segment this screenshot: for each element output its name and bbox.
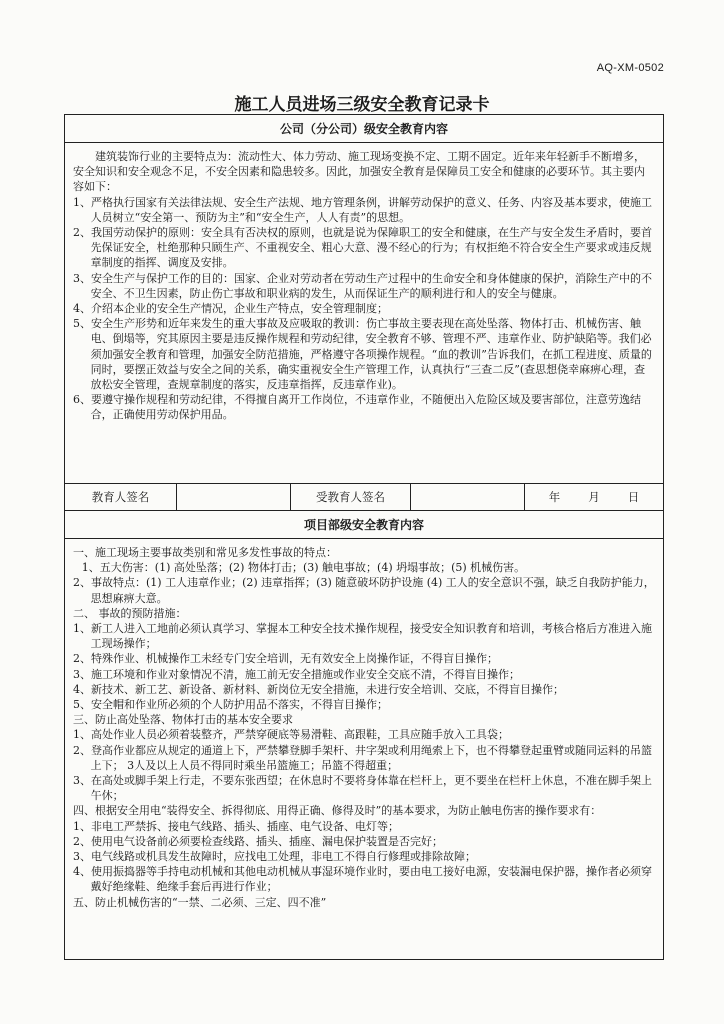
company-item: 6、要遵守操作规程和劳动纪律，不得擅自离开工作岗位，不违章作业，不随便出入危险区域及要害部位，注意劳逸结合，正确使用劳动保护用品。 bbox=[73, 393, 641, 422]
company-section-body bbox=[65, 143, 663, 483]
project-line: 五、防止机械伤害的“一禁、二必须、三定、四不准” bbox=[73, 895, 327, 909]
date-field[interactable] bbox=[525, 484, 663, 510]
document-code: AQ-XM-0502 bbox=[596, 62, 664, 74]
company-section-heading: 公司（分公司）级安全教育内容 bbox=[65, 115, 663, 143]
company-item: 1、严格执行国家有关法律法规、安全生产法规、地方管理条例，讲解劳动保护的意义、任务、内容及基本要求，使施工人员树立“安全第一、预防为主”和“安全生产，人人有责”的思想。 bbox=[73, 195, 652, 224]
educator-signature-field[interactable] bbox=[177, 484, 291, 510]
record-card-table bbox=[64, 114, 664, 960]
trainee-signature-field[interactable] bbox=[411, 484, 525, 510]
signature-row bbox=[65, 483, 663, 511]
project-line: 一、施工现场主要事故类别和常见多发性事故的特点： bbox=[73, 546, 337, 559]
company-item: 5、安全生产形势和近年来发生的重大事故及应吸取的教训：伤亡事故主要表现在高处坠落、物体打击、机械伤害、触电、倒塌等，究其原因主要是违反操作规程和劳动纪律，安全教育不够、管理不严、违章作业、防护缺陷等。我们必须加强安全教育和管理，加强安全防范措施，严格遵守各项操作规程。“血的教训”告诉我们，在抓工程进度、质量的同时，要摆正效益与安全之间的关系，确实重视安全生产管理工作，认真执行“三查二反”(查思想侥幸麻痹心理，查放松安全管理，查规章制度的落实，反违章指挥，反违章作业)。 bbox=[73, 317, 652, 392]
project-line: 3、电气线路或机具发生故障时，应找电工处理，非电工不得自行修理或排除故障； bbox=[73, 850, 476, 864]
project-section-body bbox=[65, 539, 663, 959]
company-item: 3、安全生产与保护工作的目的：国家、企业对劳动者在劳动生产过程中的生命安全和身体健康的保护，消除生产中的不安全、不卫生因素，防止伤亡事故和职业病的发生，从而保证生产的顺利进行和人的安全与健康。 bbox=[73, 271, 652, 300]
project-line: 1、非电工严禁拆、接电气线路、插头、插座、电气设备、电灯等； bbox=[73, 819, 399, 833]
project-line: 四、根据安全用电“装得安全、拆得彻底、用得正确、修得及时”的基本要求，为防止触电伤害的操作要求有： bbox=[73, 804, 602, 818]
project-line: 3、在高处或脚手架上行走，不要东张西望；在休息时不要将身体靠在栏杆上，更不要坐在栏杆上休息，不准在脚手架上午休； bbox=[73, 774, 652, 803]
project-line: 3、施工环境和作业对象情况不清，施工前无安全措施或作业安全交底不清，不得盲目操作； bbox=[73, 667, 520, 681]
company-item: 4、介绍本企业的安全生产情况，企业生产特点，安全管理制度； bbox=[73, 302, 388, 316]
project-line: 2、使用电气设备前必须要检查线路、插头、插座、漏电保护装置是否完好； bbox=[73, 834, 443, 848]
document-title: 施工人员进场三级安全教育记录卡 bbox=[234, 95, 490, 115]
project-line: 4、新技术、新工艺、新设备、新材料、新岗位无安全措施，未进行安全培训、交底，不得盲目操作； bbox=[73, 682, 564, 696]
year-label: 年 bbox=[548, 490, 561, 504]
project-line: 2、特殊作业、机械操作工未经专门安全培训，无有效安全上岗操作证，不得盲目操作； bbox=[73, 652, 498, 666]
project-line: 4、使用振捣器等手持电动机械和其他电动机械从事湿环境作业时，要由电工接好电源，安装漏电保护器，操作者必须穿戴好绝缘鞋、绝缘手套后再进行作业； bbox=[73, 865, 652, 894]
project-line: 1、新工人进入工地前必须认真学习、掌握本工种安全技术操作规程，接受安全知识教育和培训，考核合格后方准进入施工现场操作； bbox=[73, 622, 652, 651]
educator-signature-label: 教育人签名 bbox=[65, 484, 177, 510]
day-label: 日 bbox=[627, 490, 640, 504]
project-line: 2、登高作业都应从规定的通道上下，严禁攀登脚手架杆、井字架或利用绳索上下，也不得攀登起重臂或随同运料的吊篮上下； 3人及以上人员不得同时乘坐吊篮施工；吊篮不得超重； bbox=[73, 743, 652, 772]
project-line: 二、 事故的预防措施： bbox=[73, 606, 187, 620]
project-line: 5、安全帽和作业所必须的个人防护用品不落实，不得盲目操作； bbox=[73, 698, 388, 712]
project-line: 1、高处作业人员必须着装整齐，严禁穿硬底等易滑鞋、高跟鞋，工具应随手放入工具袋； bbox=[73, 728, 509, 742]
trainee-signature-label: 受教育人签名 bbox=[291, 484, 411, 510]
company-intro: 建筑装饰行业的主要特点为：流动性大、体力劳动、施工现场变换不定、工期不固定。近年来年轻新手不断增多，安全知识和安全观念不足，不安全因素和隐患较多。因此，加强安全教育是保障员工安全和健康的必要环节。其主要内容如下： bbox=[73, 150, 645, 194]
company-item: 2、我国劳动保护的原则：安全具有否决权的原则，也就是说为保障职工的安全和健康，在生产与安全发生矛盾时，要首先保证安全，杜绝那种只顾生产、不重视安全、粗心大意、漫不经心的行为；有权拒绝不符合安全生产要求或违反规章制度的指挥、调度及安排。 bbox=[73, 226, 652, 270]
project-line: 三、防止高处坠落、物体打击的基本安全要求 bbox=[73, 713, 293, 727]
project-line: 1、五大伤害：(1) 高处坠落；(2) 物体打击；(3) 触电事故；(4) 坍塌事故；(5) 机械伤害。 bbox=[81, 561, 526, 575]
project-line: 2、事故特点：(1) 工人违章作业；(2) 违章指挥；(3) 随意破坏防护设施 (4) 工人的安全意识不强，缺乏自我防护能力，思想麻痹大意。 bbox=[73, 576, 655, 605]
project-section-heading: 项目部级安全教育内容 bbox=[65, 511, 663, 539]
month-label: 月 bbox=[588, 490, 600, 504]
